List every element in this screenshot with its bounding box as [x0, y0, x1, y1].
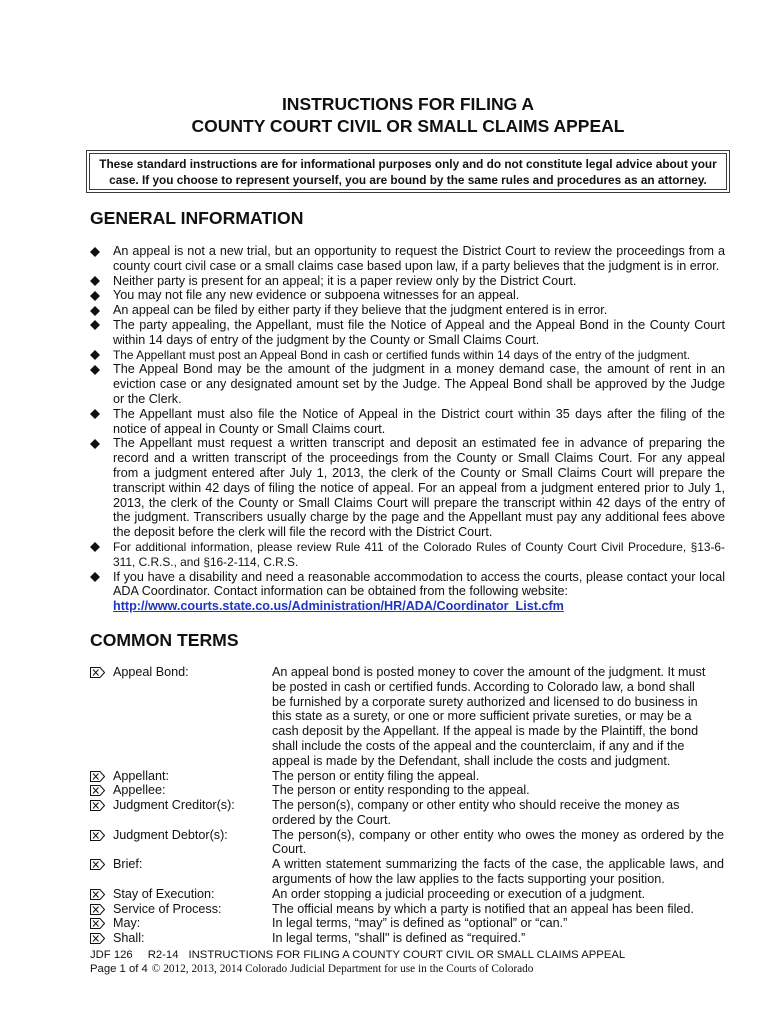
term-marker: [90, 916, 113, 931]
diamond-bullet-icon: [90, 439, 100, 449]
document-title-line-2: COUNTY COURT CIVIL OR SMALL CLAIMS APPEAL: [191, 116, 625, 136]
diamond-bullet-icon: [90, 276, 100, 286]
term-row: [90, 769, 725, 784]
page-number: Page 1 of 4: [90, 963, 148, 976]
term-row: [90, 887, 725, 902]
document-body: [90, 207, 725, 977]
bullet-text: An appeal is not a new trial, but an opportunity to request the District Court to review the proceedings from a county court civil case or a small claims case based upon law, if a party believes that the judgment is in error.: [113, 244, 725, 273]
bullet-item: [90, 244, 725, 274]
erase-right-icon: [90, 771, 105, 782]
bullet-text: Neither party is present for an appeal; it is a paper review only by the District Court.: [113, 273, 577, 288]
term-definition: In legal terms, "shall" is defined as “required.”: [272, 931, 526, 946]
erase-right-icon: [90, 933, 105, 944]
diamond-bullet-icon: [90, 409, 100, 419]
term-marker: [90, 857, 113, 887]
term-label: Judgment Debtor(s):: [113, 827, 228, 842]
term-label: May:: [113, 916, 141, 931]
bullet-item: [90, 407, 725, 437]
footer-page-line: [90, 962, 725, 976]
erase-right-icon: [90, 918, 105, 929]
term-row: [90, 665, 725, 769]
term-marker: [90, 887, 113, 902]
term-definition: The person(s), company or other entity who owes the money as ordered by the Court.: [272, 827, 724, 857]
diamond-bullet-icon: [90, 365, 100, 375]
term-label: Judgment Creditor(s):: [113, 798, 235, 813]
term-definition: An order stopping a judicial proceeding or execution of a judgment.: [272, 886, 646, 901]
term-definition: The official means by which a party is notified that an appeal has been filed.: [272, 901, 694, 916]
diamond-bullet-icon: [90, 350, 100, 360]
diamond-bullet-icon: [90, 247, 100, 257]
term-label: Brief:: [113, 857, 143, 872]
erase-right-icon: [90, 667, 105, 678]
diamond-bullet-icon: [90, 542, 100, 552]
term-row: [90, 916, 725, 931]
term-marker: [90, 665, 113, 769]
term-marker: [90, 769, 113, 784]
erase-right-icon: [90, 785, 105, 796]
document-title: [86, 93, 730, 137]
bullet-text: An appeal can be filed by either party if they believe that the judgment entered is in error.: [113, 303, 608, 318]
bullet-item: [90, 288, 725, 303]
term-marker: [90, 783, 113, 798]
general-information-heading: GENERAL INFORMATION: [90, 208, 304, 228]
term-row: [90, 857, 725, 887]
page-footer: [90, 948, 725, 977]
erase-right-icon: [90, 800, 105, 811]
term-label: Appeal Bond:: [113, 664, 189, 679]
term-marker: [90, 828, 113, 858]
bullet-text: The party appealing, the Appellant, must file the Notice of Appeal and the Appeal Bond in the County Court within 14 days of entry of the judgment by the County or Small Claims Court.: [113, 317, 725, 347]
bullet-text: For additional information, please review Rule 411 of the Colorado Rules of County Court Civil Procedure, §13-6-311, C.R.S., and §16-2-114, C.R.S.: [113, 539, 725, 569]
term-label: Service of Process:: [113, 901, 222, 916]
term-marker: [90, 798, 113, 828]
bullet-text: The Appeal Bond may be the amount of the judgment in a money demand case, the amount of rent in an eviction case or any designated amount set by the Judge. The Appeal Bond shall be approved by the Judge or the Clerk.: [113, 362, 725, 406]
bullet-text: The Appellant must request a written transcript and deposit an estimated fee in advance of preparing the record and a written transcript of the proceedings from the County or Small Claims Court. For any appeal from a judgment entered after July 1, 2013, the clerk of the County or Small Claims Court will prepare the transcript within 42 days of filing the notice of appeal. For an appeal from a judgment entered prior to July 1, 2013, the clerk of the County or Small Claims Court will prepare the transcript within 42 days of the entry of the judgment. Transcribers usually charge by the page and the Appellant must pay any additional fees above the deposit before the clerk will file the record with the District Court.: [113, 436, 725, 540]
erase-right-icon: [90, 859, 105, 870]
erase-right-icon: [90, 904, 105, 915]
term-row: [90, 931, 725, 946]
document-title-line-1: INSTRUCTIONS FOR FILING A: [281, 94, 535, 114]
term-label: Appellee:: [113, 783, 166, 798]
bullet-text: If you have a disability and need a reasonable accommodation to access the courts, please contact your local ADA Coordinator. Contact information can be obtained from the following website:: [113, 569, 725, 599]
common-terms-list: [90, 665, 725, 946]
term-definition: In legal terms, “may” is defined as “optional” or “can.”: [272, 916, 568, 931]
general-information-list: [90, 244, 725, 614]
footer-title: INSTRUCTIONS FOR FILING A COUNTY COURT CIVIL OR SMALL CLAIMS APPEAL: [188, 949, 626, 962]
erase-right-icon: [90, 830, 105, 841]
bullet-text: The Appellant must also file the Notice of Appeal in the District court within 35 days after the filing of the notice of appeal in County or Small Claims court.: [113, 406, 725, 436]
footer-form-line: [90, 948, 725, 962]
common-terms-heading: COMMON TERMS: [90, 629, 239, 650]
bullet-item: [90, 318, 725, 348]
bullet-text: You may not file any new evidence or subpoena witnesses for an appeal.: [113, 288, 520, 303]
diamond-bullet-icon: [90, 320, 100, 330]
term-marker: [90, 902, 113, 917]
bullet-item: [90, 303, 725, 318]
bullet-item: [90, 348, 725, 363]
term-row: [90, 828, 725, 858]
form-revision: R2-14: [147, 949, 179, 962]
bullet-text: The Appellant must post an Appeal Bond in cash or certified funds within 14 days of the entry of the judgment.: [113, 347, 691, 362]
term-definition: The person or entity responding to the appeal.: [272, 783, 530, 798]
disclaimer-box: These standard instructions are for informational purposes only and do not constitute legal advice about your case. If you choose to represent yourself, you are bound by the same rules and procedures as an attorney.: [86, 150, 730, 193]
diamond-bullet-icon: [90, 291, 100, 301]
term-definition: An appeal bond is posted money to cover the amount of the judgment. It must be posted in cash or certified funds. According to Colorado law, a bond shall be furnished by a corporate surety authorized and licensed to do business in this state as a surety, or one or more sufficient private sureties, or may be a cash deposit by the Appellant. If the appeal is made by the Plaintiff, the bond shall include the costs of the appeal and the counterclaim, if any and if the appeal is made by the Defendant, shall include the costs and judgment.: [272, 664, 706, 768]
copyright-notice: © 2012, 2013, 2014 Colorado Judicial Department for use in the Courts of Colorado: [151, 963, 534, 976]
term-label: Shall:: [113, 931, 145, 946]
bullet-item: [90, 274, 725, 289]
bullet-item: [90, 436, 725, 540]
term-label: Appellant:: [113, 768, 170, 783]
term-definition: The person(s), company or other entity who should receive the money as ordered by the Court.: [272, 798, 680, 827]
term-row: [90, 798, 725, 828]
ada-coordinator-link[interactable]: http://www.courts.state.co.us/Administration/HR/ADA/Coordinator_List.cfm: [113, 599, 564, 614]
term-definition: A written statement summarizing the facts of the case, the applicable laws, and arguments of how the law applies to the facts supporting your position.: [272, 857, 724, 887]
term-row: [90, 902, 725, 917]
form-id: JDF 126: [90, 949, 133, 962]
bullet-item: [90, 540, 725, 570]
term-marker: [90, 931, 113, 946]
term-row: [90, 783, 725, 798]
term-definition: The person or entity filing the appeal.: [272, 768, 480, 783]
diamond-bullet-icon: [90, 572, 100, 582]
term-label: Stay of Execution:: [113, 886, 215, 901]
bullet-item: [90, 362, 725, 406]
bullet-item: [90, 570, 725, 614]
diamond-bullet-icon: [90, 306, 100, 316]
erase-right-icon: [90, 889, 105, 900]
